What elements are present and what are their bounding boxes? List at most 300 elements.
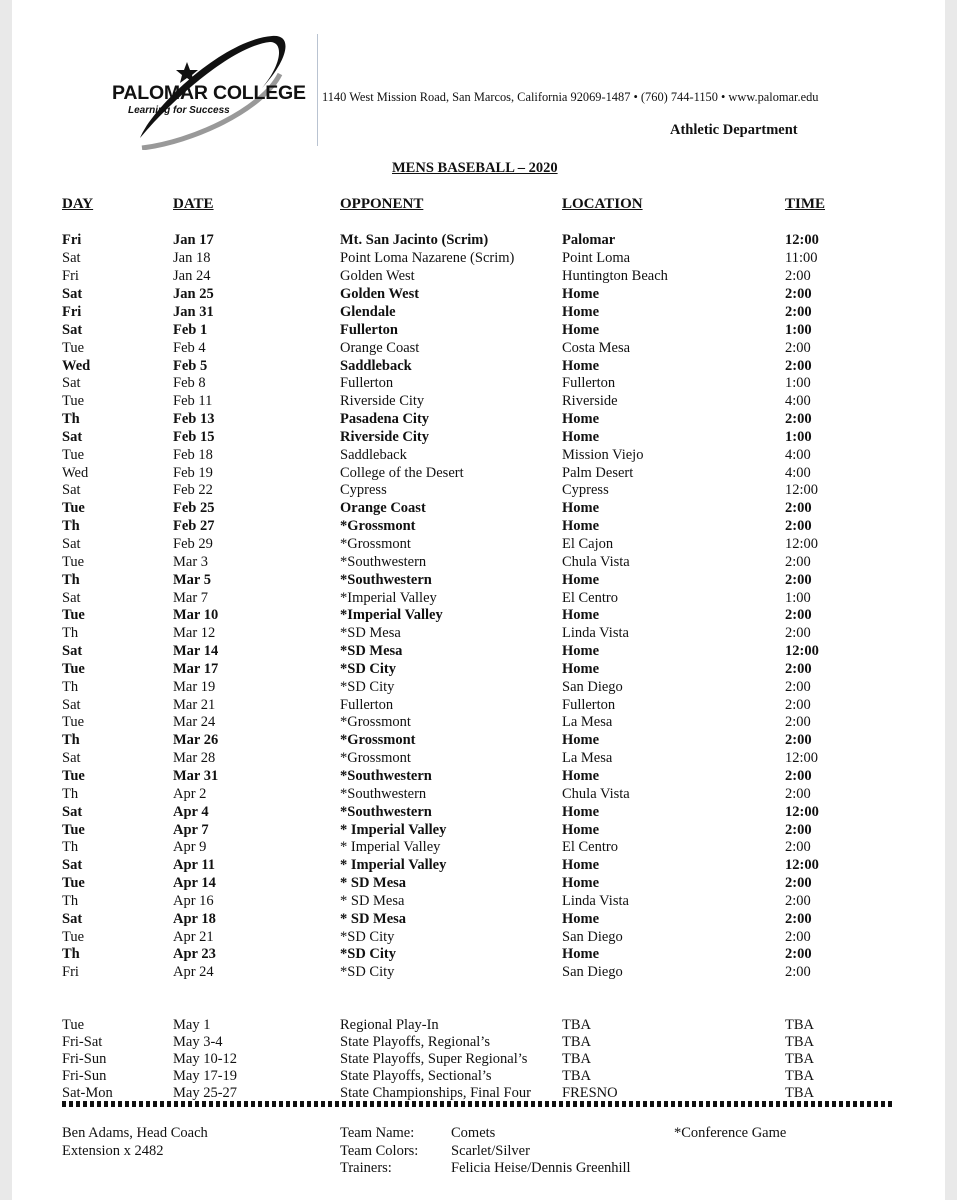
game-date: Feb 11 <box>173 393 213 409</box>
game-opponent: Cypress <box>340 482 387 498</box>
game-location: Home <box>562 500 600 516</box>
game-opponent: Pasadena City <box>340 411 430 427</box>
game-location: Home <box>562 857 600 873</box>
game-opponent: *Grossmont <box>340 714 411 730</box>
game-time: 2:00 <box>785 679 811 695</box>
game-opponent: *Grossmont <box>340 732 416 748</box>
game-day: Th <box>62 679 79 695</box>
game-time: 12:00 <box>785 804 819 820</box>
game-opponent: Golden West <box>340 286 420 302</box>
game-time: 2:00 <box>785 893 811 909</box>
game-day: Fri <box>62 232 82 248</box>
game-day: Sat <box>62 857 83 873</box>
game-row <box>12 803 945 821</box>
game-date: Mar 26 <box>173 732 219 748</box>
game-time: 2:00 <box>785 946 812 962</box>
postseason-event: State Playoffs, Regional’s <box>340 1034 490 1050</box>
game-day: Tue <box>62 822 85 838</box>
game-location: Huntington Beach <box>562 268 668 284</box>
game-location: Linda Vista <box>562 893 629 909</box>
game-day: Fri <box>62 304 82 320</box>
game-row <box>12 517 945 535</box>
game-date: Mar 7 <box>173 590 209 606</box>
postseason-date: May 3-4 <box>173 1034 223 1050</box>
game-time: 2:00 <box>785 554 811 570</box>
game-location: Home <box>562 429 600 445</box>
game-date: Feb 29 <box>173 536 213 552</box>
game-row <box>12 410 945 428</box>
game-date: Apr 9 <box>173 839 207 855</box>
game-location: Home <box>562 572 600 588</box>
game-location: Fullerton <box>562 375 616 391</box>
game-row <box>12 945 945 963</box>
game-opponent: *SD Mesa <box>340 643 403 659</box>
game-day: Sat <box>62 911 83 927</box>
conference-game-note: *Conference Game <box>674 1125 787 1141</box>
game-date: Feb 22 <box>173 482 213 498</box>
game-location: San Diego <box>562 929 623 945</box>
game-time: 2:00 <box>785 607 812 623</box>
postseason-date: May 10-12 <box>173 1051 238 1067</box>
game-row <box>12 678 945 696</box>
game-location: Home <box>562 607 600 623</box>
postseason-time: TBA <box>785 1051 814 1067</box>
game-opponent: * SD Mesa <box>340 911 407 927</box>
game-day: Tue <box>62 554 85 570</box>
postseason-row <box>12 1084 945 1102</box>
letterhead-divider <box>317 34 318 146</box>
game-day: Wed <box>62 358 91 374</box>
postseason-row <box>12 1033 945 1051</box>
game-day: Tue <box>62 500 85 516</box>
game-date: Feb 1 <box>173 322 208 338</box>
game-opponent: * SD Mesa <box>340 893 405 909</box>
game-date: Apr 23 <box>173 946 216 962</box>
game-day: Th <box>62 839 79 855</box>
game-opponent: Fullerton <box>340 322 398 338</box>
game-row <box>12 928 945 946</box>
game-day: Sat <box>62 697 81 713</box>
game-row <box>12 571 945 589</box>
game-day: Sat <box>62 536 81 552</box>
game-location: Mission Viejo <box>562 447 644 463</box>
game-opponent: Saddleback <box>340 447 407 463</box>
postseason-date: May 17-19 <box>173 1068 238 1084</box>
game-day: Tue <box>62 661 85 677</box>
game-time: 2:00 <box>785 500 812 516</box>
postseason-date: May 25-27 <box>173 1085 238 1101</box>
team-colors-label: Team Colors: <box>340 1143 419 1159</box>
game-opponent: * Imperial Valley <box>340 839 441 855</box>
schedule-title: MENS BASEBALL – 2020 <box>392 160 558 176</box>
game-day: Th <box>62 786 79 802</box>
postseason-event: State Playoffs, Sectional’s <box>340 1068 492 1084</box>
game-row <box>12 267 945 285</box>
game-date: Feb 13 <box>173 411 215 427</box>
game-day: Tue <box>62 929 85 945</box>
game-row <box>12 785 945 803</box>
game-row <box>12 874 945 892</box>
game-time: 2:00 <box>785 661 812 677</box>
game-date: Feb 15 <box>173 429 215 445</box>
game-date: Feb 19 <box>173 465 213 481</box>
game-day: Tue <box>62 607 85 623</box>
game-day: Sat <box>62 375 81 391</box>
game-row <box>12 838 945 856</box>
game-row <box>12 910 945 928</box>
game-opponent: Fullerton <box>340 375 394 391</box>
game-row <box>12 892 945 910</box>
game-location: Home <box>562 304 600 320</box>
game-time: 4:00 <box>785 447 811 463</box>
game-location: Linda Vista <box>562 625 629 641</box>
game-date: Jan 18 <box>173 250 211 266</box>
game-date: Jan 25 <box>173 286 214 302</box>
college-name: PALOMAR COLLEGE <box>112 82 306 104</box>
trainers-label: Trainers: <box>340 1160 392 1176</box>
game-opponent: *SD City <box>340 964 395 980</box>
game-location: Chula Vista <box>562 554 630 570</box>
schedule-page <box>12 0 945 1200</box>
game-day: Th <box>62 946 80 962</box>
game-time: 2:00 <box>785 358 812 374</box>
postseason-time: TBA <box>785 1085 814 1101</box>
postseason-day: Tue <box>62 1017 85 1033</box>
game-opponent: *Southwestern <box>340 554 427 570</box>
game-row <box>12 392 945 410</box>
game-date: Mar 21 <box>173 697 216 713</box>
game-location: Chula Vista <box>562 786 630 802</box>
game-day: Tue <box>62 447 85 463</box>
game-date: Jan 31 <box>173 304 214 320</box>
game-location: Home <box>562 661 600 677</box>
game-time: 2:00 <box>785 839 811 855</box>
game-time: 12:00 <box>785 643 819 659</box>
game-time: 2:00 <box>785 340 811 356</box>
game-location: Home <box>562 732 600 748</box>
game-row <box>12 767 945 785</box>
game-time: 12:00 <box>785 232 819 248</box>
game-time: 2:00 <box>785 518 812 534</box>
team-name-value: Comets <box>451 1125 496 1141</box>
game-opponent: *SD City <box>340 929 395 945</box>
game-day: Tue <box>62 393 85 409</box>
game-time: 12:00 <box>785 857 819 873</box>
game-date: Mar 14 <box>173 643 219 659</box>
game-time: 2:00 <box>785 411 812 427</box>
game-opponent: *Grossmont <box>340 750 411 766</box>
game-date: Mar 12 <box>173 625 216 641</box>
game-row <box>12 660 945 678</box>
game-row <box>12 499 945 517</box>
game-time: 2:00 <box>785 875 812 891</box>
game-day: Th <box>62 411 80 427</box>
column-header-opponent: OPPONENT <box>340 196 424 212</box>
game-opponent: *Southwestern <box>340 768 432 784</box>
game-row <box>12 464 945 482</box>
game-date: Feb 5 <box>173 358 208 374</box>
game-time: 2:00 <box>785 929 811 945</box>
game-day: Th <box>62 572 80 588</box>
postseason-time: TBA <box>785 1017 814 1033</box>
game-row <box>12 535 945 553</box>
game-day: Sat <box>62 429 83 445</box>
game-time: 2:00 <box>785 911 812 927</box>
game-time: 2:00 <box>785 697 811 713</box>
game-day: Tue <box>62 875 85 891</box>
game-row <box>12 249 945 267</box>
game-date: Feb 4 <box>173 340 206 356</box>
game-day: Sat <box>62 590 81 606</box>
game-opponent: *Southwestern <box>340 804 432 820</box>
game-opponent: College of the Desert <box>340 465 464 481</box>
game-row <box>12 589 945 607</box>
game-date: Mar 3 <box>173 554 209 570</box>
game-time: 4:00 <box>785 393 811 409</box>
game-row <box>12 856 945 874</box>
game-location: San Diego <box>562 679 623 695</box>
postseason-location: TBA <box>562 1034 591 1050</box>
game-date: Feb 18 <box>173 447 213 463</box>
game-row <box>12 749 945 767</box>
game-location: La Mesa <box>562 750 613 766</box>
column-header-date: DATE <box>173 196 214 212</box>
game-row <box>12 821 945 839</box>
postseason-event: State Championships, Final Four <box>340 1085 531 1101</box>
game-day: Sat <box>62 750 81 766</box>
game-opponent: * SD Mesa <box>340 875 407 891</box>
game-row <box>12 553 945 571</box>
game-row <box>12 339 945 357</box>
postseason-row <box>12 1050 945 1068</box>
game-date: Apr 21 <box>173 929 214 945</box>
game-opponent: * Imperial Valley <box>340 857 447 873</box>
game-location: Home <box>562 804 600 820</box>
game-location: Home <box>562 768 600 784</box>
game-date: Mar 10 <box>173 607 219 623</box>
game-date: Feb 25 <box>173 500 215 516</box>
game-opponent: *Grossmont <box>340 518 416 534</box>
game-time: 2:00 <box>785 714 811 730</box>
postseason-day: Sat-Mon <box>62 1085 113 1101</box>
game-opponent: Mt. San Jacinto (Scrim) <box>340 232 489 248</box>
game-time: 1:00 <box>785 375 811 391</box>
game-time: 2:00 <box>785 304 812 320</box>
game-date: Feb 27 <box>173 518 215 534</box>
game-opponent: Point Loma Nazarene (Scrim) <box>340 250 515 266</box>
game-opponent: Orange Coast <box>340 340 420 356</box>
postseason-row <box>12 1016 945 1034</box>
game-date: Apr 4 <box>173 804 209 820</box>
game-date: Apr 14 <box>173 875 216 891</box>
game-row <box>12 696 945 714</box>
game-time: 2:00 <box>785 822 812 838</box>
game-time: 2:00 <box>785 732 812 748</box>
game-day: Tue <box>62 340 85 356</box>
game-date: Feb 8 <box>173 375 206 391</box>
game-row <box>12 963 945 981</box>
game-day: Sat <box>62 250 81 266</box>
game-time: 1:00 <box>785 322 812 338</box>
college-address: 1140 West Mission Road, San Marcos, California 92069-1487 • (760) 744-1150 • www.palomar.edu <box>322 90 819 104</box>
game-time: 4:00 <box>785 465 811 481</box>
column-header-location: LOCATION <box>562 196 643 212</box>
column-header-time: TIME <box>785 196 826 212</box>
game-location: Home <box>562 322 600 338</box>
game-date: Mar 19 <box>173 679 216 695</box>
game-location: Palm Desert <box>562 465 634 481</box>
game-day: Fri <box>62 964 79 980</box>
postseason-day: Fri-Sat <box>62 1034 103 1050</box>
game-row <box>12 321 945 339</box>
game-opponent: *Imperial Valley <box>340 607 443 623</box>
game-location: Home <box>562 946 600 962</box>
postseason-event: Regional Play-In <box>340 1017 439 1033</box>
game-time: 2:00 <box>785 268 811 284</box>
game-date: Mar 24 <box>173 714 216 730</box>
game-opponent: *SD City <box>340 679 395 695</box>
coach-extension: Extension x 2482 <box>62 1143 164 1159</box>
game-opponent: Orange Coast <box>340 500 426 516</box>
game-date: Apr 18 <box>173 911 216 927</box>
game-time: 2:00 <box>785 786 811 802</box>
game-time: 2:00 <box>785 768 812 784</box>
game-day: Th <box>62 518 80 534</box>
game-opponent: *Southwestern <box>340 786 427 802</box>
game-date: Jan 17 <box>173 232 214 248</box>
postseason-row <box>12 1067 945 1085</box>
game-time: 2:00 <box>785 964 811 980</box>
game-row <box>12 481 945 499</box>
game-row <box>12 285 945 303</box>
game-row <box>12 231 945 249</box>
game-time: 12:00 <box>785 482 819 498</box>
game-row <box>12 606 945 624</box>
game-location: Home <box>562 411 600 427</box>
game-location: Home <box>562 358 600 374</box>
game-date: Mar 31 <box>173 768 219 784</box>
game-time: 1:00 <box>785 590 811 606</box>
game-location: El Cajon <box>562 536 614 552</box>
game-date: Apr 11 <box>173 857 216 873</box>
game-day: Sat <box>62 322 83 338</box>
game-location: Home <box>562 286 600 302</box>
game-location: Fullerton <box>562 697 616 713</box>
department-name: Athletic Department <box>670 122 798 138</box>
trainers-value: Felicia Heise/Dennis Greenhill <box>451 1160 631 1176</box>
game-row <box>12 428 945 446</box>
game-row <box>12 374 945 392</box>
postseason-event: State Playoffs, Super Regional’s <box>340 1051 528 1067</box>
postseason-location: TBA <box>562 1051 591 1067</box>
game-day: Fri <box>62 268 79 284</box>
game-location: Home <box>562 911 600 927</box>
game-opponent: *SD City <box>340 661 396 677</box>
game-day: Sat <box>62 286 83 302</box>
game-time: 12:00 <box>785 750 819 766</box>
game-date: Apr 16 <box>173 893 214 909</box>
game-day: Tue <box>62 714 85 730</box>
game-location: El Centro <box>562 839 618 855</box>
game-day: Th <box>62 625 79 641</box>
game-time: 2:00 <box>785 625 811 641</box>
game-row <box>12 357 945 375</box>
game-location: Costa Mesa <box>562 340 631 356</box>
game-opponent: Golden West <box>340 268 415 284</box>
game-opponent: *SD Mesa <box>340 625 401 641</box>
postseason-day: Fri-Sun <box>62 1068 107 1084</box>
postseason-location: FRESNO <box>562 1085 618 1101</box>
game-opponent: Fullerton <box>340 697 394 713</box>
game-day: Th <box>62 893 79 909</box>
game-day: Th <box>62 732 80 748</box>
game-time: 2:00 <box>785 572 812 588</box>
college-logo <box>112 30 312 150</box>
game-day: Sat <box>62 482 81 498</box>
game-location: Home <box>562 822 600 838</box>
game-opponent: Saddleback <box>340 358 412 374</box>
team-colors-value: Scarlet/Silver <box>451 1143 530 1159</box>
postseason-day: Fri-Sun <box>62 1051 107 1067</box>
postseason-time: TBA <box>785 1068 814 1084</box>
game-row <box>12 713 945 731</box>
game-date: Jan 24 <box>173 268 211 284</box>
game-date: Mar 28 <box>173 750 216 766</box>
game-row <box>12 642 945 660</box>
game-location: Point Loma <box>562 250 631 266</box>
game-location: Riverside <box>562 393 618 409</box>
game-location: Home <box>562 643 600 659</box>
game-location: Home <box>562 518 600 534</box>
game-day: Sat <box>62 804 83 820</box>
column-header-day: DAY <box>62 196 94 212</box>
game-time: 12:00 <box>785 536 819 552</box>
game-day: Sat <box>62 643 83 659</box>
game-opponent: *Imperial Valley <box>340 590 437 606</box>
game-date: Apr 2 <box>173 786 207 802</box>
game-date: Apr 24 <box>173 964 214 980</box>
game-day: Wed <box>62 465 89 481</box>
game-opponent: * Imperial Valley <box>340 822 447 838</box>
game-opponent: *Southwestern <box>340 572 432 588</box>
postseason-time: TBA <box>785 1034 814 1050</box>
game-location: Cypress <box>562 482 609 498</box>
game-opponent: Riverside City <box>340 429 429 445</box>
game-location: La Mesa <box>562 714 613 730</box>
game-row <box>12 303 945 321</box>
team-name-label: Team Name: <box>340 1125 415 1141</box>
game-opponent: *SD City <box>340 946 396 962</box>
game-location: El Centro <box>562 590 618 606</box>
game-row <box>12 446 945 464</box>
game-date: Mar 5 <box>173 572 211 588</box>
game-time: 11:00 <box>785 250 818 266</box>
game-row <box>12 624 945 642</box>
game-time: 1:00 <box>785 429 812 445</box>
postseason-date: May 1 <box>173 1017 211 1033</box>
game-opponent: *Grossmont <box>340 536 411 552</box>
dotted-divider <box>62 1101 892 1107</box>
game-day: Tue <box>62 768 85 784</box>
postseason-location: TBA <box>562 1017 591 1033</box>
game-location: Palomar <box>562 232 616 248</box>
game-date: Apr 7 <box>173 822 209 838</box>
game-location: Home <box>562 875 600 891</box>
postseason-location: TBA <box>562 1068 591 1084</box>
game-time: 2:00 <box>785 286 812 302</box>
head-coach: Ben Adams, Head Coach <box>62 1125 208 1141</box>
game-opponent: Glendale <box>340 304 396 320</box>
